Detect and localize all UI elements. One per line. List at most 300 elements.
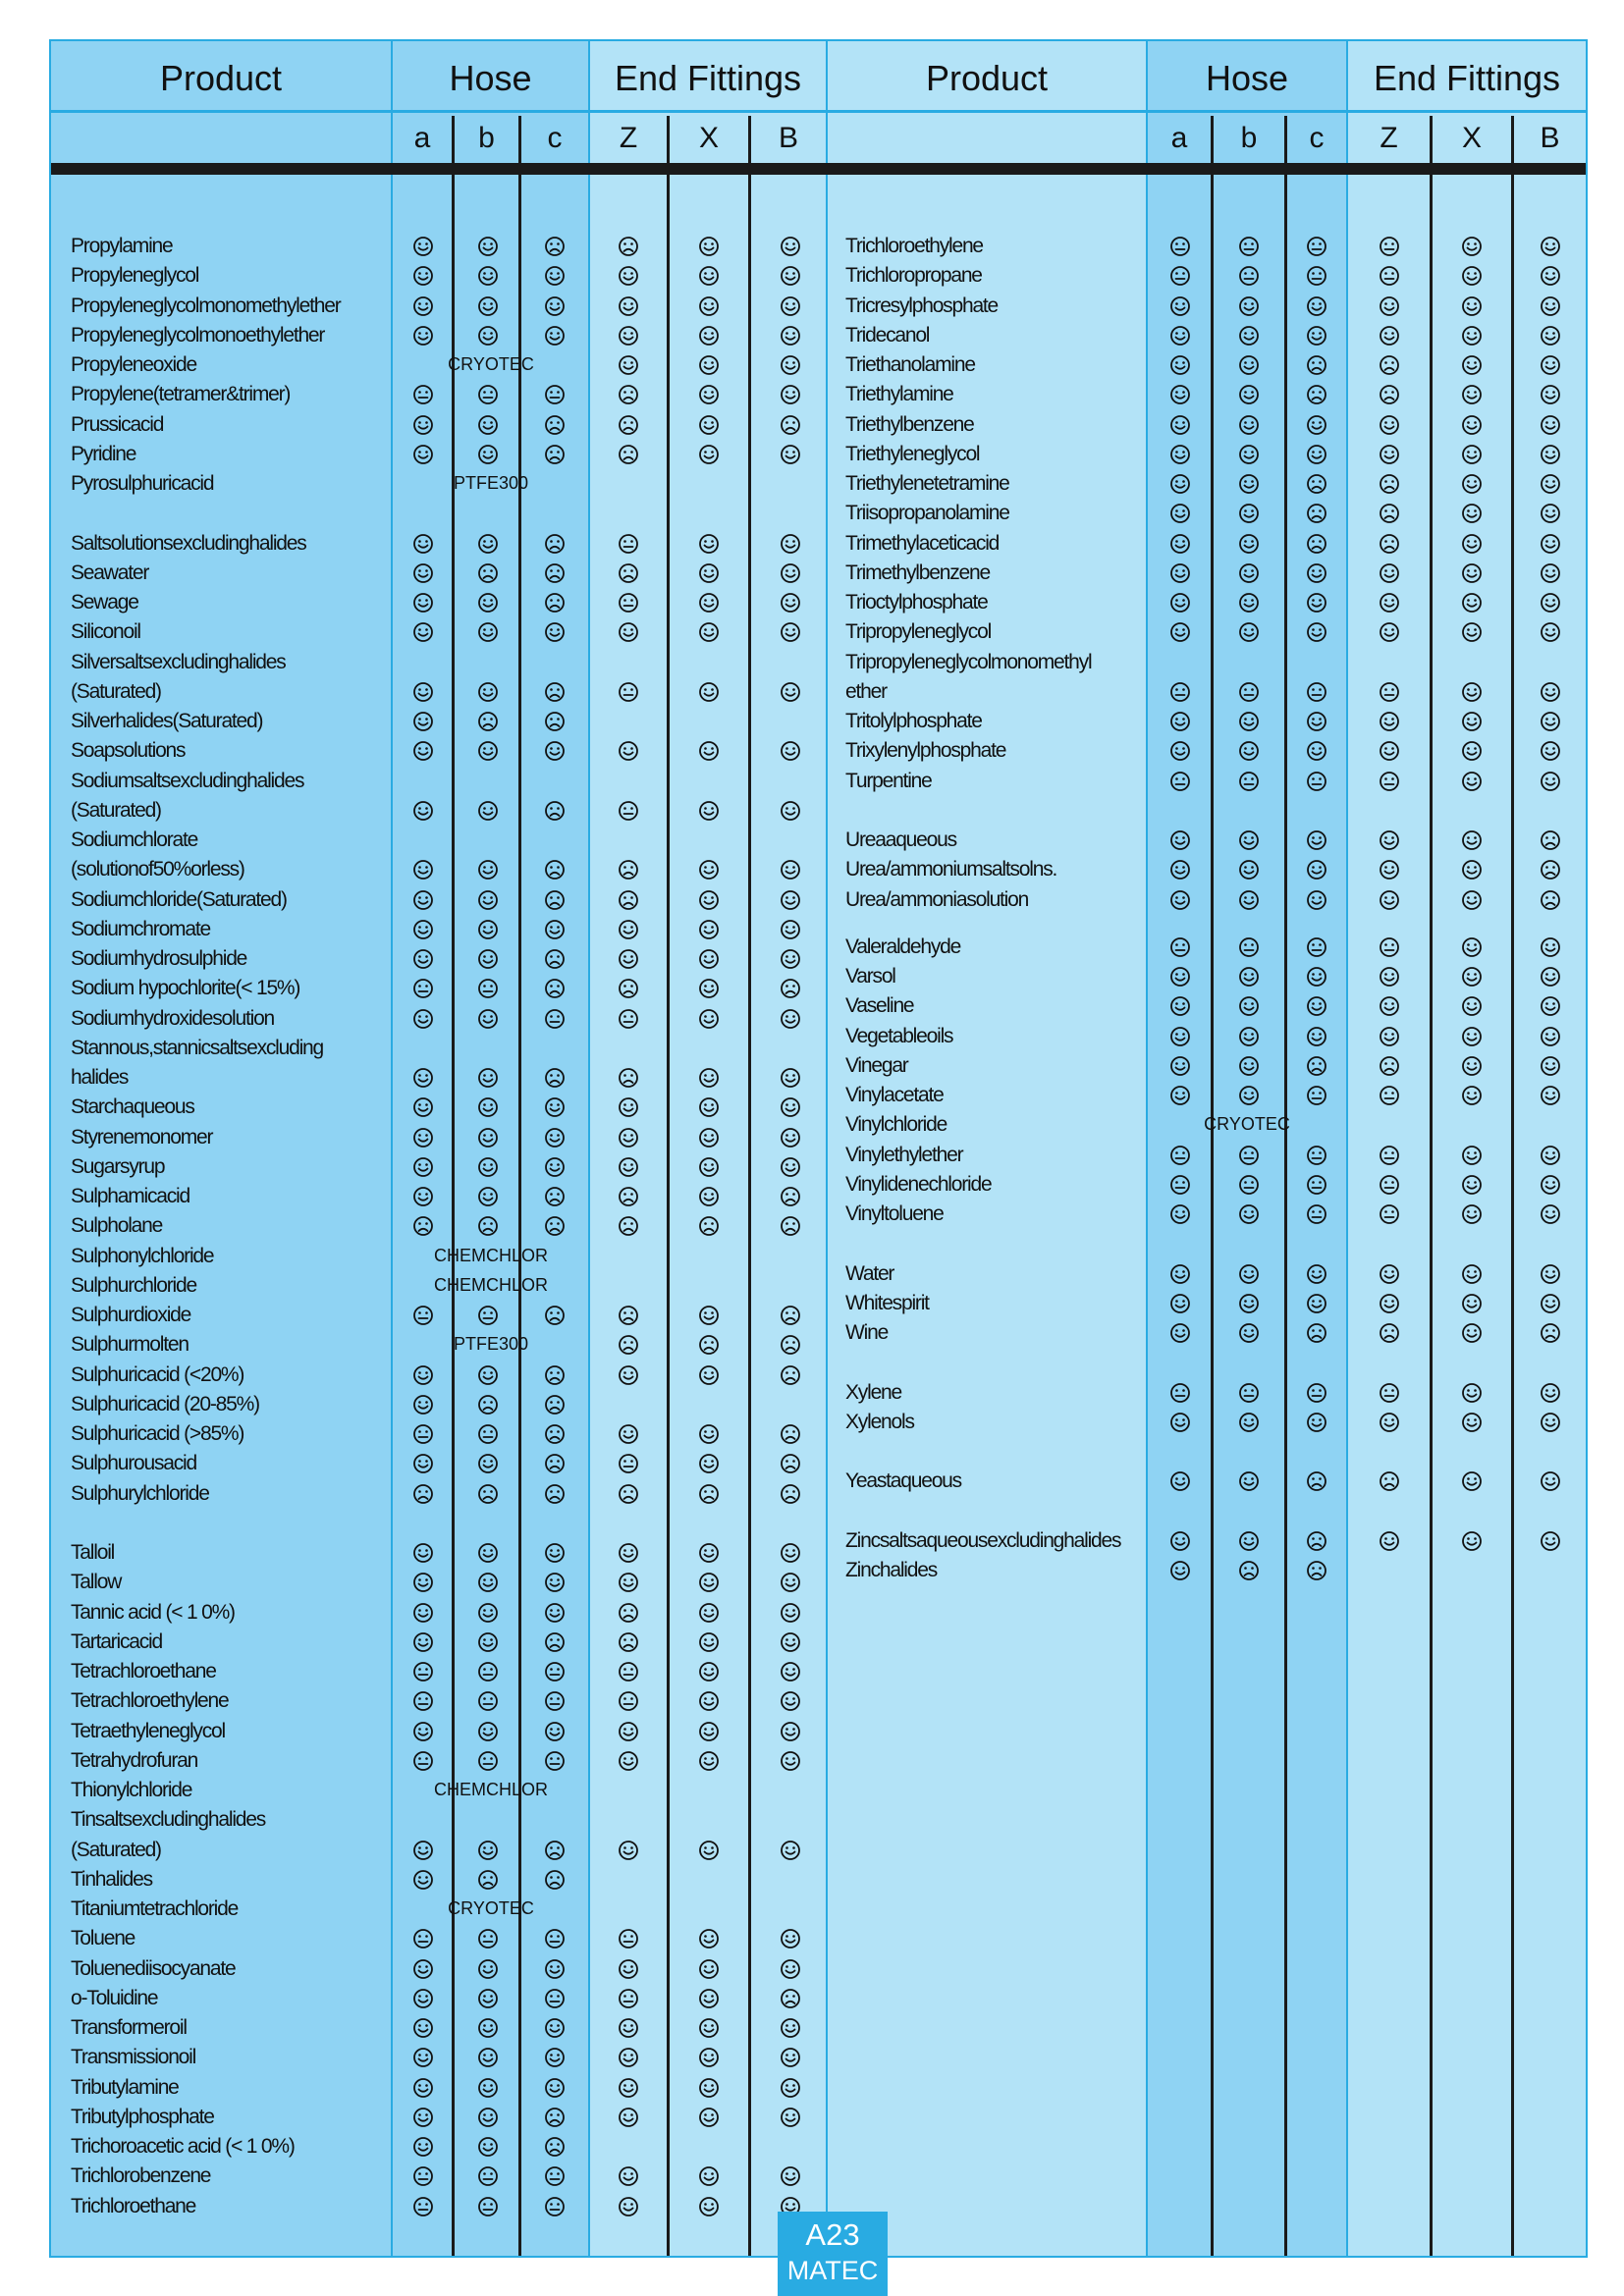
good-face-icon: [1169, 1412, 1191, 1433]
good-face-icon: [477, 740, 499, 762]
good-face-icon: [1461, 295, 1483, 317]
good-face-icon: [477, 1453, 499, 1474]
good-face-icon: [477, 295, 499, 317]
good-face-icon: [1540, 592, 1561, 614]
good-face-icon: [412, 1186, 434, 1207]
page-footer: [778, 2212, 888, 2296]
product-name: Sulphurmolten: [71, 1333, 189, 1357]
fair-face-icon: [618, 1008, 639, 1030]
good-face-icon: [412, 2136, 434, 2158]
good-face-icon: [1540, 1026, 1561, 1047]
subheader-b-left: b: [478, 122, 495, 154]
good-face-icon: [477, 265, 499, 287]
good-face-icon: [1306, 592, 1327, 614]
good-face-icon: [412, 2077, 434, 2099]
good-face-icon: [412, 621, 434, 643]
good-face-icon: [477, 681, 499, 703]
product-name: Vinylacetate: [845, 1084, 944, 1107]
product-name: Tricresylphosphate: [845, 294, 999, 317]
good-face-icon: [698, 533, 720, 555]
product-name: Tallow: [71, 1571, 122, 1594]
good-face-icon: [698, 1958, 720, 1980]
fair-face-icon: [544, 1988, 566, 2009]
good-face-icon: [412, 592, 434, 614]
good-face-icon: [412, 1572, 434, 1593]
poor-face-icon: [1306, 354, 1327, 376]
product-name: Starchaqueous: [71, 1095, 194, 1119]
good-face-icon: [618, 2107, 639, 2128]
fair-face-icon: [544, 1690, 566, 1712]
good-face-icon: [544, 1602, 566, 1624]
good-face-icon: [698, 414, 720, 436]
poor-face-icon: [544, 1840, 566, 1861]
good-face-icon: [698, 265, 720, 287]
good-face-icon: [698, 2165, 720, 2187]
good-face-icon: [1238, 414, 1260, 436]
good-face-icon: [1169, 711, 1191, 732]
header-rule-1: [51, 110, 1586, 113]
good-face-icon: [1306, 889, 1327, 911]
product-name: Sodiumhydrosulphide: [71, 947, 247, 970]
poor-face-icon: [618, 444, 639, 465]
poor-face-icon: [698, 1483, 720, 1505]
good-face-icon: [1169, 1026, 1191, 1047]
good-face-icon: [698, 1542, 720, 1564]
good-face-icon: [698, 1008, 720, 1030]
subheader-b2-left: B: [778, 122, 798, 154]
good-face-icon: [1169, 1085, 1191, 1106]
good-face-icon: [1169, 592, 1191, 614]
good-face-icon: [698, 1305, 720, 1326]
good-face-icon: [780, 325, 801, 347]
fair-face-icon: [618, 1988, 639, 2009]
product-name: Trichloropropane: [845, 264, 982, 288]
fair-face-icon: [1379, 1145, 1400, 1166]
product-name: Tinhalides: [71, 1867, 152, 1891]
poor-face-icon: [477, 1215, 499, 1237]
good-face-icon: [698, 1364, 720, 1386]
poor-face-icon: [544, 978, 566, 999]
good-face-icon: [780, 919, 801, 940]
poor-face-icon: [780, 1364, 801, 1386]
good-face-icon: [698, 1423, 720, 1445]
good-face-icon: [477, 414, 499, 436]
material-note: CHEMCHLOR: [433, 1245, 549, 1265]
product-name: Tripropyleneglycolmonomethyl: [845, 650, 1092, 673]
product-name: Trimethylaceticacid: [845, 531, 1000, 555]
poor-face-icon: [544, 800, 566, 822]
rule-l-zx: [667, 116, 670, 2256]
good-face-icon: [412, 2107, 434, 2128]
poor-face-icon: [477, 1869, 499, 1891]
good-face-icon: [477, 2077, 499, 2099]
good-face-icon: [618, 2017, 639, 2039]
good-face-icon: [780, 681, 801, 703]
product-name: Urea/ammoniumsaltsolns.: [845, 858, 1057, 881]
good-face-icon: [1169, 1530, 1191, 1552]
fair-face-icon: [1306, 771, 1327, 792]
good-face-icon: [412, 444, 434, 465]
good-face-icon: [618, 919, 639, 940]
poor-face-icon: [780, 1988, 801, 2009]
good-face-icon: [1306, 444, 1327, 465]
good-face-icon: [780, 1690, 801, 1712]
good-face-icon: [544, 295, 566, 317]
poor-face-icon: [1379, 384, 1400, 405]
fair-face-icon: [1379, 236, 1400, 257]
product-name: Soapsolutions: [71, 739, 186, 763]
good-face-icon: [1169, 354, 1191, 376]
product-name: Vinylethylether: [845, 1143, 963, 1166]
subheader-a-right: a: [1170, 122, 1188, 154]
good-face-icon: [698, 1602, 720, 1624]
fair-face-icon: [477, 2196, 499, 2217]
subheader-c-right: c: [1309, 122, 1325, 154]
good-face-icon: [412, 1067, 434, 1089]
good-face-icon: [1238, 889, 1260, 911]
fair-face-icon: [618, 681, 639, 703]
good-face-icon: [698, 592, 720, 614]
poor-face-icon: [412, 1483, 434, 1505]
poor-face-icon: [618, 562, 639, 584]
good-face-icon: [1540, 1174, 1561, 1196]
good-face-icon: [1238, 1322, 1260, 1344]
good-face-icon: [1306, 740, 1327, 762]
good-face-icon: [1461, 533, 1483, 555]
good-face-icon: [477, 1988, 499, 2009]
rule-r-ab: [1211, 116, 1214, 2256]
good-face-icon: [1238, 995, 1260, 1017]
product-name: Tetraethyleneglycol: [71, 1719, 225, 1742]
good-face-icon: [1461, 265, 1483, 287]
fair-face-icon: [544, 2196, 566, 2217]
good-face-icon: [1379, 592, 1400, 614]
good-face-icon: [544, 1096, 566, 1118]
good-face-icon: [618, 2047, 639, 2068]
product-name: Thionylchloride: [71, 1779, 192, 1801]
good-face-icon: [1540, 936, 1561, 958]
fair-face-icon: [477, 1928, 499, 1949]
poor-face-icon: [544, 859, 566, 881]
poor-face-icon: [544, 414, 566, 436]
good-face-icon: [618, 2077, 639, 2099]
good-face-icon: [1540, 1055, 1561, 1077]
good-face-icon: [1540, 325, 1561, 347]
poor-face-icon: [544, 2136, 566, 2158]
poor-face-icon: [1540, 889, 1561, 911]
fair-face-icon: [412, 1928, 434, 1949]
fair-face-icon: [1238, 1145, 1260, 1166]
product-name: Xylene: [845, 1380, 902, 1404]
good-face-icon: [618, 325, 639, 347]
fair-face-icon: [1306, 236, 1327, 257]
product-name: Sulphuricacid (>85%): [71, 1422, 244, 1445]
good-face-icon: [1461, 503, 1483, 524]
good-face-icon: [780, 1840, 801, 1861]
poor-face-icon: [618, 1602, 639, 1624]
poor-face-icon: [618, 1186, 639, 1207]
good-face-icon: [1540, 1470, 1561, 1492]
product-name: halides: [71, 1066, 129, 1089]
fair-face-icon: [1169, 265, 1191, 287]
good-face-icon: [1461, 1174, 1483, 1196]
material-note: CRYOTEC: [448, 1898, 534, 1918]
fair-face-icon: [544, 1750, 566, 1772]
good-face-icon: [1169, 1560, 1191, 1581]
product-name: Propyleneglycolmonomethylether: [71, 294, 341, 317]
header-hose-left: Hose: [449, 58, 532, 98]
page-number: A23: [805, 2217, 860, 2252]
poor-face-icon: [1379, 533, 1400, 555]
poor-face-icon: [1540, 829, 1561, 851]
good-face-icon: [544, 2077, 566, 2099]
good-face-icon: [1379, 829, 1400, 851]
good-face-icon: [1169, 1055, 1191, 1077]
good-face-icon: [618, 1127, 639, 1148]
fair-face-icon: [1379, 936, 1400, 958]
good-face-icon: [618, 354, 639, 376]
good-face-icon: [1238, 621, 1260, 643]
fair-face-icon: [544, 1008, 566, 1030]
product-name: Sodiumchloride(Saturated): [71, 887, 287, 911]
good-face-icon: [477, 889, 499, 911]
fair-face-icon: [1238, 236, 1260, 257]
good-face-icon: [698, 621, 720, 643]
good-face-icon: [698, 2077, 720, 2099]
poor-face-icon: [1306, 1322, 1327, 1344]
product-name: Styrenemonomer: [71, 1125, 213, 1148]
good-face-icon: [780, 1721, 801, 1742]
fair-face-icon: [544, 384, 566, 405]
good-face-icon: [412, 681, 434, 703]
product-name: Varsol: [845, 965, 895, 988]
good-face-icon: [1169, 1322, 1191, 1344]
good-face-icon: [780, 1008, 801, 1030]
poor-face-icon: [544, 889, 566, 911]
good-face-icon: [412, 1156, 434, 1178]
good-face-icon: [1379, 1293, 1400, 1314]
good-face-icon: [618, 1572, 639, 1593]
material-note: CHEMCHLOR: [433, 1780, 549, 1799]
good-face-icon: [1461, 1412, 1483, 1433]
poor-face-icon: [1379, 354, 1400, 376]
header-product-right: Product: [925, 58, 1049, 98]
poor-face-icon: [780, 1334, 801, 1356]
good-face-icon: [1169, 966, 1191, 988]
good-face-icon: [1169, 384, 1191, 405]
good-face-icon: [698, 2017, 720, 2039]
good-face-icon: [477, 1721, 499, 1742]
poor-face-icon: [1379, 1055, 1400, 1077]
good-face-icon: [780, 1542, 801, 1564]
good-face-icon: [1238, 354, 1260, 376]
good-face-icon: [1540, 1530, 1561, 1552]
good-face-icon: [412, 1453, 434, 1474]
good-face-icon: [1461, 1085, 1483, 1106]
good-face-icon: [618, 1840, 639, 1861]
good-face-icon: [477, 1364, 499, 1386]
product-name: Tripropyleneglycol: [845, 620, 992, 644]
good-face-icon: [1306, 621, 1327, 643]
good-face-icon: [1306, 1026, 1327, 1047]
fair-face-icon: [1379, 1085, 1400, 1106]
good-face-icon: [1461, 1203, 1483, 1225]
good-face-icon: [1169, 889, 1191, 911]
good-face-icon: [1540, 966, 1561, 988]
product-name: Trioctylphosphate: [845, 591, 988, 614]
poor-face-icon: [1379, 503, 1400, 524]
good-face-icon: [780, 1928, 801, 1949]
product-name: Pyridine: [71, 442, 136, 465]
fair-face-icon: [477, 1423, 499, 1445]
good-face-icon: [1379, 325, 1400, 347]
good-face-icon: [1238, 295, 1260, 317]
good-face-icon: [698, 354, 720, 376]
good-face-icon: [780, 2047, 801, 2068]
product-name: Tetrachloroethane: [71, 1660, 216, 1682]
product-name: Water: [845, 1261, 894, 1285]
good-face-icon: [1540, 995, 1561, 1017]
good-face-icon: [780, 1661, 801, 1682]
poor-face-icon: [544, 1483, 566, 1505]
good-face-icon: [1238, 503, 1260, 524]
product-name: Silversaltsexcludinghalides: [71, 650, 286, 673]
fair-face-icon: [544, 2165, 566, 2187]
product-name: Yeastaqueous: [845, 1469, 961, 1493]
good-face-icon: [618, 1364, 639, 1386]
good-face-icon: [412, 1988, 434, 2009]
good-face-icon: [412, 740, 434, 762]
good-face-icon: [780, 354, 801, 376]
product-name: Sulpholane: [71, 1214, 163, 1238]
product-name: Trichoroacetic acid (< 1 0%): [71, 2135, 295, 2158]
fair-face-icon: [477, 1661, 499, 1682]
good-face-icon: [1461, 473, 1483, 495]
good-face-icon: [1461, 966, 1483, 988]
good-face-icon: [780, 562, 801, 584]
good-face-icon: [1540, 1085, 1561, 1106]
good-face-icon: [698, 1156, 720, 1178]
good-face-icon: [1461, 1470, 1483, 1492]
good-face-icon: [1540, 771, 1561, 792]
good-face-icon: [698, 2196, 720, 2217]
good-face-icon: [698, 1067, 720, 1089]
fair-face-icon: [1306, 681, 1327, 703]
poor-face-icon: [618, 889, 639, 911]
good-face-icon: [412, 236, 434, 257]
good-face-icon: [412, 325, 434, 347]
poor-face-icon: [544, 1364, 566, 1386]
poor-face-icon: [618, 978, 639, 999]
fair-face-icon: [618, 592, 639, 614]
rule-r-xb: [1511, 116, 1514, 2256]
good-face-icon: [1379, 995, 1400, 1017]
good-face-icon: [1238, 444, 1260, 465]
good-face-icon: [1461, 771, 1483, 792]
product-name: Titaniumtetrachloride: [71, 1897, 239, 1920]
good-face-icon: [544, 1958, 566, 1980]
good-face-icon: [412, 1542, 434, 1564]
good-face-icon: [780, 384, 801, 405]
good-face-icon: [477, 859, 499, 881]
good-face-icon: [477, 236, 499, 257]
good-face-icon: [1379, 966, 1400, 988]
good-face-icon: [477, 1602, 499, 1624]
poor-face-icon: [618, 236, 639, 257]
product-name: Sulphonylchloride: [71, 1244, 214, 1267]
fair-face-icon: [618, 1453, 639, 1474]
product-name: Stannous,stannicsaltsexcluding: [71, 1036, 324, 1059]
good-face-icon: [618, 1156, 639, 1178]
good-face-icon: [780, 444, 801, 465]
good-face-icon: [1379, 711, 1400, 732]
good-face-icon: [477, 325, 499, 347]
good-face-icon: [698, 919, 720, 940]
product-name: Sulphurousacid: [71, 1452, 196, 1475]
fair-face-icon: [1306, 936, 1327, 958]
good-face-icon: [618, 621, 639, 643]
good-face-icon: [477, 2017, 499, 2039]
product-name: Triethylamine: [845, 383, 953, 406]
good-face-icon: [477, 1631, 499, 1653]
good-face-icon: [412, 1602, 434, 1624]
fair-face-icon: [1379, 771, 1400, 792]
product-name: Sulphuricacid (<20%): [71, 1362, 244, 1386]
fair-face-icon: [412, 1661, 434, 1682]
header-hose-right: Hose: [1205, 58, 1289, 98]
good-face-icon: [1238, 1055, 1260, 1077]
product-name: Zinchalides: [845, 1559, 938, 1582]
product-name: Sodiumchromate: [71, 917, 210, 940]
fair-face-icon: [477, 1750, 499, 1772]
poor-face-icon: [544, 1631, 566, 1653]
good-face-icon: [477, 919, 499, 940]
poor-face-icon: [780, 1453, 801, 1474]
material-note: CRYOTEC: [1204, 1114, 1290, 1135]
good-face-icon: [1169, 562, 1191, 584]
poor-face-icon: [698, 1334, 720, 1356]
good-face-icon: [780, 740, 801, 762]
poor-face-icon: [544, 1186, 566, 1207]
good-face-icon: [1461, 681, 1483, 703]
good-face-icon: [1540, 354, 1561, 376]
fair-face-icon: [618, 1661, 639, 1682]
good-face-icon: [1169, 444, 1191, 465]
good-face-icon: [1169, 325, 1191, 347]
poor-face-icon: [1540, 1322, 1561, 1344]
good-face-icon: [477, 1542, 499, 1564]
good-face-icon: [1238, 533, 1260, 555]
good-face-icon: [698, 1840, 720, 1861]
good-face-icon: [1169, 473, 1191, 495]
good-face-icon: [1540, 740, 1561, 762]
good-face-icon: [698, 1988, 720, 2009]
good-face-icon: [780, 800, 801, 822]
fair-face-icon: [412, 2165, 434, 2187]
fair-face-icon: [1379, 1382, 1400, 1404]
good-face-icon: [1461, 354, 1483, 376]
good-face-icon: [698, 236, 720, 257]
product-name: Trichloroethylene: [845, 235, 983, 257]
good-face-icon: [1461, 1263, 1483, 1285]
material-note: CHEMCHLOR: [433, 1274, 549, 1295]
poor-face-icon: [618, 1334, 639, 1356]
poor-face-icon: [544, 711, 566, 732]
good-face-icon: [698, 740, 720, 762]
good-face-icon: [780, 2077, 801, 2099]
poor-face-icon: [1306, 1530, 1327, 1552]
poor-face-icon: [477, 1483, 499, 1505]
